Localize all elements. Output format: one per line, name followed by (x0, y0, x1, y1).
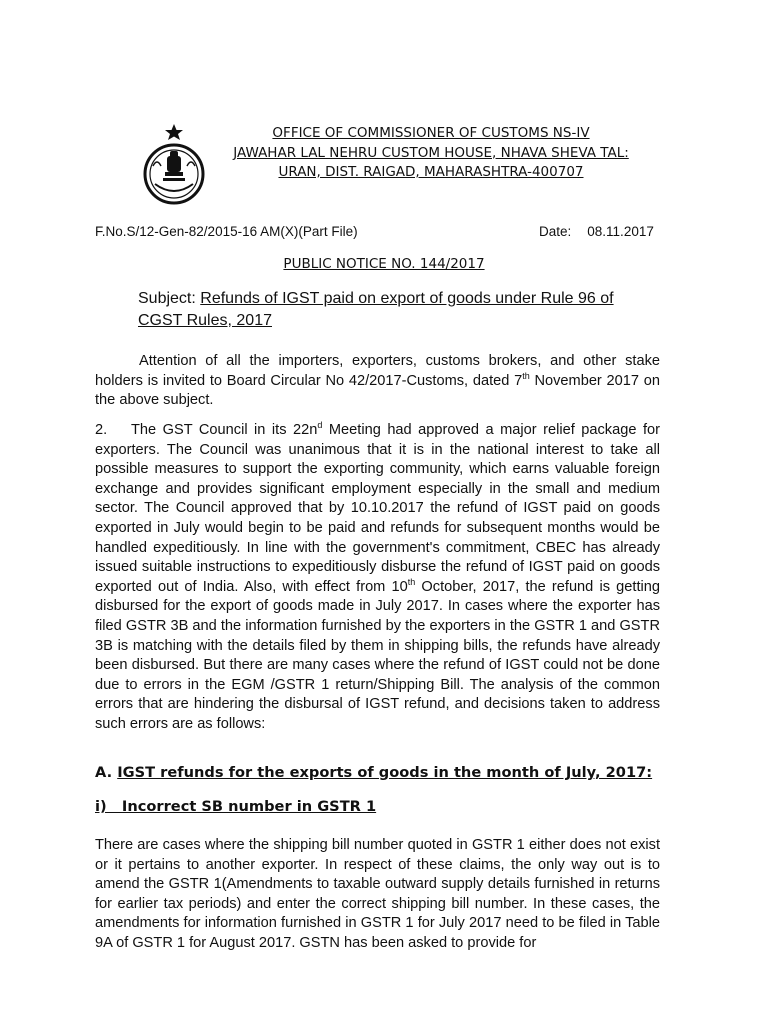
date-block (539, 224, 654, 239)
para2-text-3: October, 2017, the refund is getting disbursed for the export of goods made in July 2017. In cases where the exporter has filed GSTR 3B and the information furnished by the exporters in the GSTR 1 and GSTR 3B is matching with the details filed by them in shipping bills, the refunds have already been disbursed. But there are many cases where the refund of IGST could not be done due to errors in the EGM /GSTR 1 return/Shipping Bill. The analysis of the common errors that are hindering the disbursal of IGST refund, and decisions taken to address such errors are as follows: (95, 578, 660, 732)
date-label: Date: (539, 224, 572, 239)
para3-text: There are cases where the shipping bill number quoted in GSTR 1 either does not exist or it pertains to another exporter. In respect of these claims, the only way out is to amend the GSTR 1(Amendments to taxable outward supply details furnished in returns for earlier tax periods) and enter the correct shipping bill number. In these cases, the amendments for information furnished in GSTR 1 for July 2017 need to be filed in Table 9A of GSTR 1 for August 2017. GSTN has been asked to provide for (95, 837, 660, 951)
paragraph-1 (95, 352, 660, 411)
section-a-label: A. (95, 764, 113, 781)
header-line-2: JAWAHAR LAL NEHRU CUSTOM HOUSE, NHAVA SHEVA TAL: (233, 144, 629, 161)
para1-sup: th (522, 370, 530, 381)
para1-text: Attention of all the importers, exporters, customs brokers, and other stake holders is invited to Board Circular No 42/2017-Customs, dated 7 (95, 353, 660, 389)
para2-sup-2: th (407, 576, 416, 587)
para2-sup-1: d (317, 420, 323, 431)
subject (138, 288, 658, 332)
file-number: F.No.S/12-Gen-82/2015-16 AM(X)(Part File) (95, 224, 358, 239)
notice-title: PUBLIC NOTICE NO. 144/2017 (283, 256, 485, 272)
customs-emblem-icon (143, 122, 205, 208)
section-i-heading: i) Incorrect SB number in GSTR 1 (95, 798, 377, 815)
paragraph-3 (95, 836, 660, 954)
subject-label: Subject: (138, 290, 196, 307)
para2-text-2: Meeting had approved a major relief package for exporters. The Council was unanimous that it is in the national interest to take all possible measures to support the exporting community, which earns valuable foreign exchange and provides significant employment especially in the small and medium sector. The Council approved that by 10.10.2017 the refund of IGST paid on goods exported in July would begin to be paid and refunds for subsequent months would be handled expeditiously. In line with the government's commitment, CBEC has already issued suitable instructions to expeditiously disburse the refund of IGST paid on goods exported out of India. Also, with effect from 10 (95, 422, 660, 595)
section-a-text: IGST refunds for the exports of goods in the month of July, 2017: (117, 764, 653, 781)
para2-number: 2. (95, 422, 108, 438)
para2-text-1: The GST Council in its 22n (131, 422, 318, 438)
subject-text: Refunds of IGST paid on export of goods under Rule 96 of CGST Rules, 2017 (138, 290, 614, 329)
date-value: 08.11.2017 (587, 224, 654, 239)
header-line-1: OFFICE OF COMMISSIONER OF CUSTOMS NS-IV (272, 125, 590, 141)
section-a-heading (95, 764, 665, 781)
header-line-3: URAN, DIST. RAIGAD, MAHARASHTRA-400707 (278, 164, 584, 180)
paragraph-2 (95, 421, 660, 735)
para1-text-end: November 2017 on the above subject. (95, 372, 660, 409)
office-header (222, 124, 640, 183)
